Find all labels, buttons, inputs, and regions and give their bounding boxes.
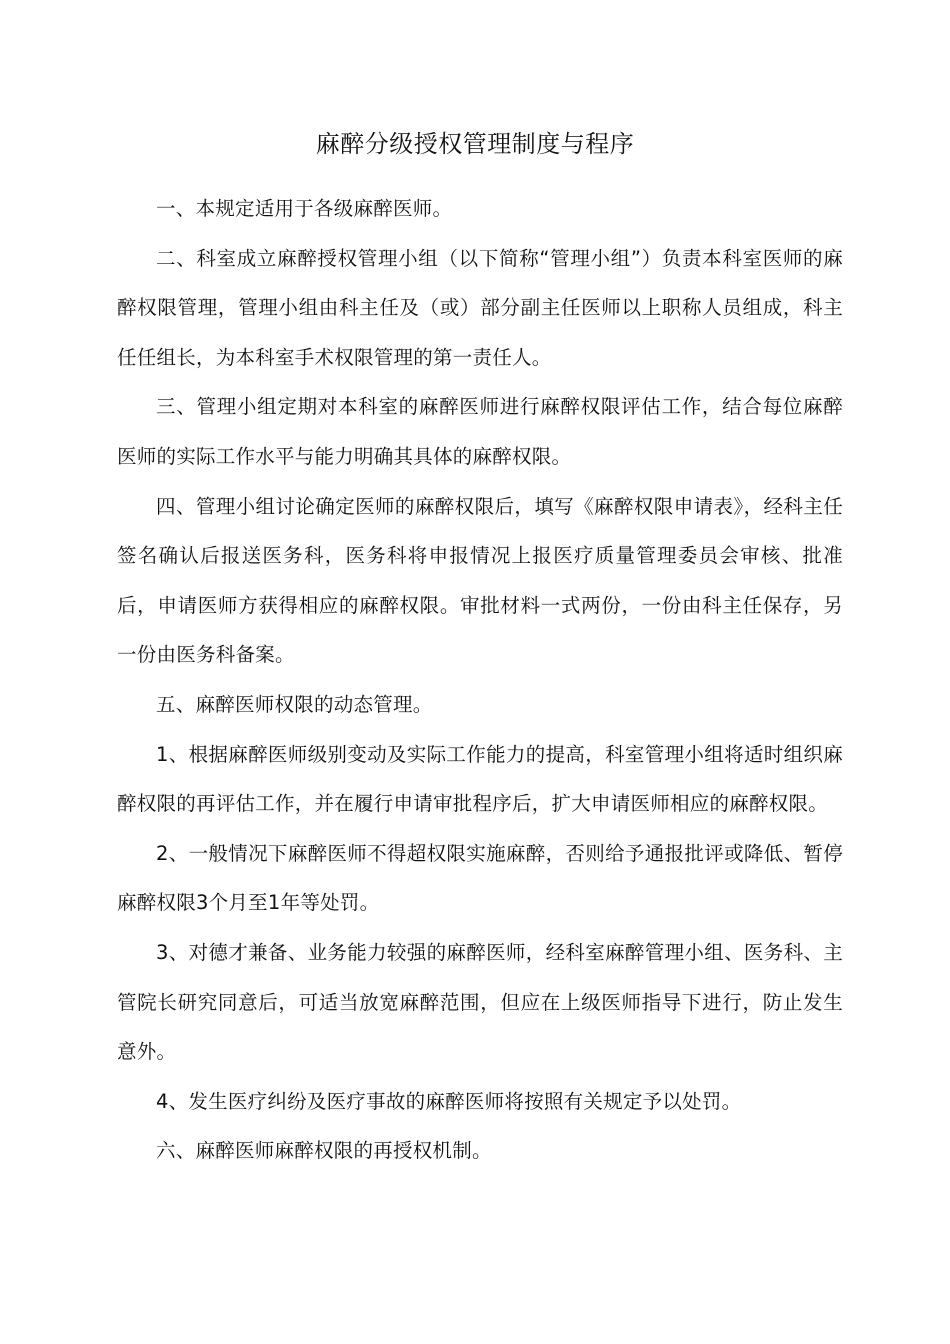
paragraph-management-group: 二、科室成立麻醉授权管理小组（以下简称“管理小组”）负责本科室医师的麻醉权限管理，管理小组由科主任及（或）部分副主任医师以上职称人员组成，科主任任组长，为本科室手术权限管理的第一责任人。 — [117, 246, 843, 369]
paragraph-dispute-penalty: 4、发生医疗纠纷及医疗事故的麻醉医师将按照有关规定予以处罚。 — [156, 1089, 742, 1113]
paragraph-dynamic-management-heading: 五、麻醉医师权限的动态管理。 — [156, 692, 433, 716]
document-title: 麻醉分级授权管理制度与程序 — [315, 130, 635, 158]
paragraph-reauthorization-heading: 六、麻醉医师麻醉权限的再授权机制。 — [156, 1139, 492, 1163]
paragraph-application-procedure: 四、管理小组讨论确定医师的麻醉权限后，填写《麻醉权限申请表》，经科主任签名确认后报送医务科，医务科将申报情况上报医疗质量管理委员会审核、批准后，申请医师方获得相应的麻醉权限。审批材料一式两份，一份由科主任保存，另一份由医务科备案。 — [117, 494, 843, 667]
paragraph-periodic-evaluation: 三、管理小组定期对本科室的麻醉医师进行麻醉权限评估工作，结合每位麻醉医师的实际工作水平与能力明确其具体的麻醉权限。 — [117, 395, 843, 468]
paragraph-scope: 一、本规定适用于各级麻醉医师。 — [156, 197, 453, 220]
paragraph-reevaluation: 1、根据麻醉医师级别变动及实际工作能力的提高，科室管理小组将适时组织麻醉权限的再评估工作，并在履行申请审批程序后，扩大申请医师相应的麻醉权限。 — [117, 742, 843, 816]
document-body — [117, 184, 843, 1176]
paragraph-penalty: 2、一般情况下麻醉医师不得超权限实施麻醉，否则给予通报批评或降低、暂停麻醉权限3个月至1年等处罚。 — [117, 841, 843, 915]
paragraph-relaxed-scope: 3、对德才兼备、业务能力较强的麻醉医师，经科室麻醉管理小组、医务科、主管院长研究同意后，可适当放宽麻醉范围，但应在上级医师指导下进行，防止发生意外。 — [117, 940, 843, 1064]
